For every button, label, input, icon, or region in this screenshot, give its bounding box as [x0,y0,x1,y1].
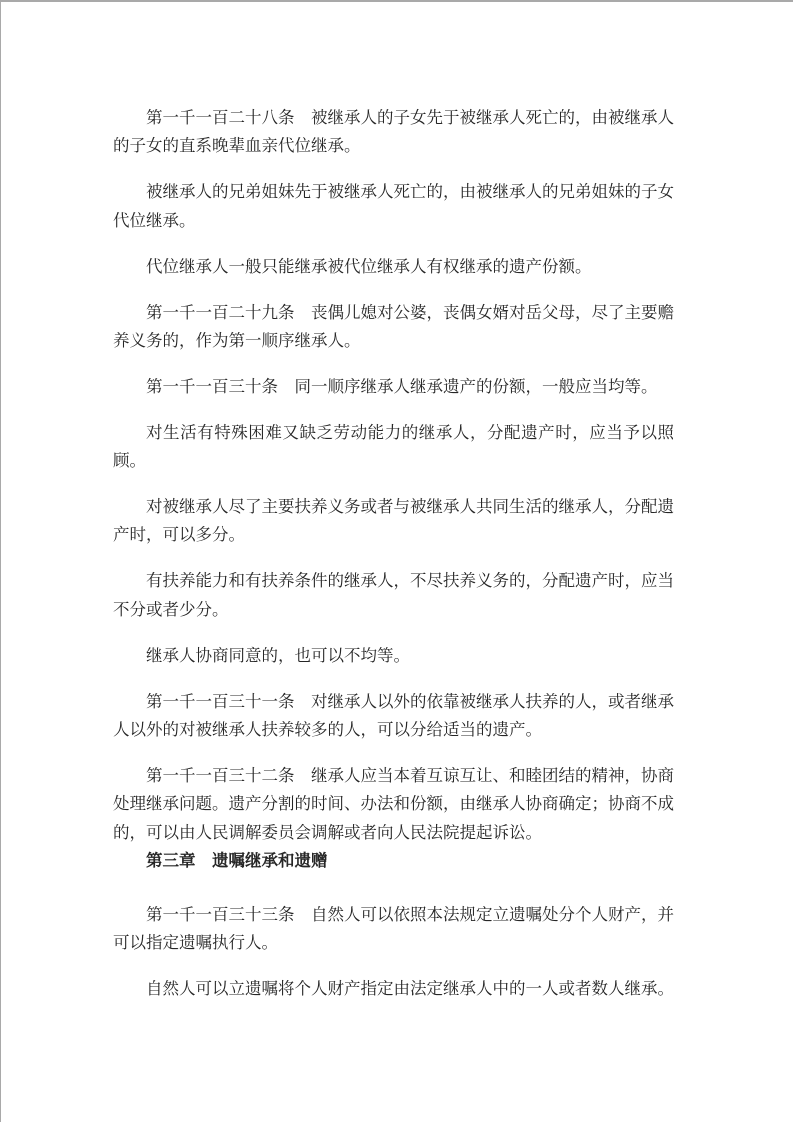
article-1128: 第一千一百二十八条 被继承人的子女先于被继承人死亡的，由被继承人的子女的直系晚辈血亲代位继承。 [113,108,674,156]
article-1132: 第一千一百三十二条 继承人应当本着互谅互让、和睦团结的精神，协商处理继承问题。遗产分割的时间、办法和份额，由继承人协商确定；协商不成的，可以由人民调解委员会调解或者向人民法院提起诉讼。 [113,765,674,842]
article-1133-clause-2: 自然人可以立遗嘱将个人财产指定由法定继承人中的一人或者数人继承。 [146,979,674,999]
article-1128-clause-2: 被继承人的兄弟姐妹先于被继承人死亡的，由被继承人的兄弟姐妹的子女代位继承。 [113,182,674,230]
chapter-3-heading: 第三章 遗嘱继承和遗赠 [146,850,328,870]
article-1130-clause-4: 有扶养能力和有扶养条件的继承人，不尽扶养义务的，分配遗产时，应当不分或者少分。 [113,571,674,619]
article-1129: 第一千一百二十九条 丧偶儿媳对公婆，丧偶女婿对岳父母，尽了主要赡养义务的，作为第一顺序继承人。 [113,302,674,350]
document-text-block [113,104,674,1021]
article-1130-clause-2: 对生活有特殊困难又缺乏劳动能力的继承人，分配遗产时，应当予以照顾。 [113,422,674,471]
article-1130-clause-3: 对被继承人尽了主要扶养义务或者与被继承人共同生活的继承人，分配遗产时，可以多分。 [113,497,674,545]
article-1128-clause-3: 代位继承人一般只能继承被代位继承人有权继承的遗产份额。 [146,256,592,276]
article-1130: 第一千一百三十条 同一顺序继承人继承遗产的份额，一般应当均等。 [146,376,658,396]
article-1131: 第一千一百三十一条 对继承人以外的依靠被继承人扶养的人，或者继承人以外的对被继承人扶养较多的人，可以分给适当的遗产。 [113,691,674,739]
article-1130-clause-5: 继承人协商同意的，也可以不均等。 [146,645,410,665]
article-1133: 第一千一百三十三条 自然人可以依照本法规定立遗嘱处分个人财产，并可以指定遗嘱执行人。 [113,905,674,953]
